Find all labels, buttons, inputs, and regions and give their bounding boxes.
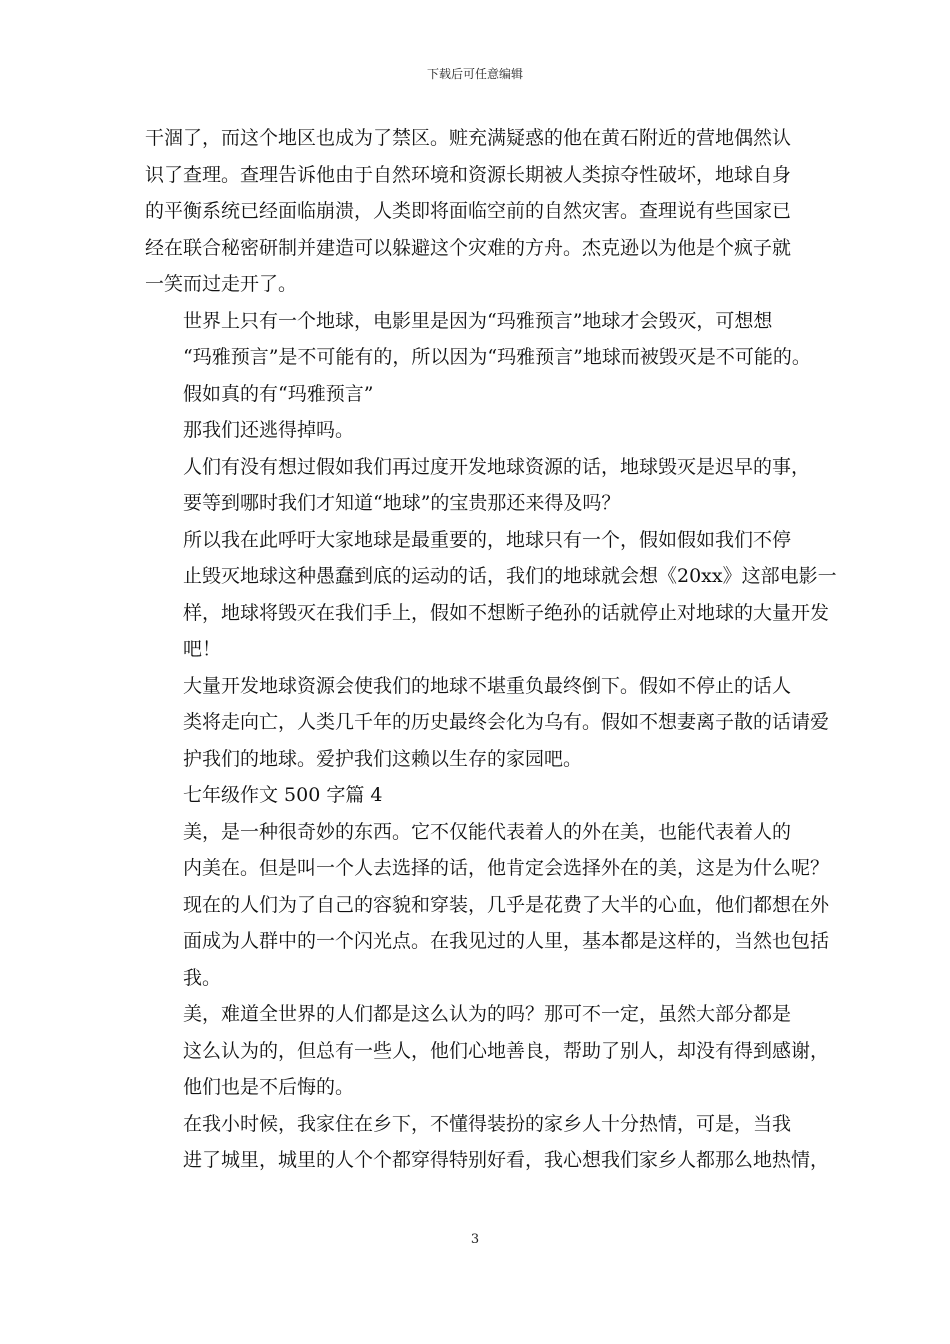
paragraph xyxy=(145,996,830,1106)
paragraph xyxy=(145,303,820,413)
text-line: 进了城里，城里的人个个都穿得特别好看，我心想我们家乡人都那么地热情， xyxy=(183,1149,830,1171)
text-line: 护我们的地球。爱护我们这赖以生存的家园吧。 xyxy=(183,747,583,770)
paragraph xyxy=(145,814,830,997)
text-line: 经在联合秘密研制并建造可以躲避这个灾难的方舟。杰克逊以为他是个疯子就 xyxy=(145,236,792,259)
paragraph xyxy=(145,120,820,303)
paragraph xyxy=(145,412,820,449)
text-line: 那我们还逃得掉吗。 xyxy=(183,419,355,441)
paragraph xyxy=(145,522,837,668)
text-line: 美，难道全世界的人们都是这么认为的吗？那可不一定，虽然大部分都是 xyxy=(183,1003,792,1025)
text-line: 现在的人们为了自己的容貌和穿装，几乎是花费了大半的心血，他们都想在外 xyxy=(183,893,830,916)
text-line: 假如真的有“玛雅预言” xyxy=(183,382,374,405)
text-line: 干涸了，而这个地区也成为了禁区。赃充满疑惑的他在黄石附近的营地偶然认 xyxy=(145,127,792,149)
text-line: 内美在。但是叫一个人去选择的话，他肯定会选择外在的美，这是为什么呢？ xyxy=(183,857,830,879)
paragraph xyxy=(145,668,830,778)
text-line: 要等到哪时我们才知道“地球”的宝贵那还来得及吗？ xyxy=(183,492,621,514)
document-body xyxy=(145,120,837,1179)
paragraph xyxy=(145,1106,830,1179)
text-line: 七年级作文 500 字篇 4 xyxy=(183,784,383,806)
text-line: 面成为人群中的一个闪光点。在我见过的人里，基本都是这样的，当然也包括 xyxy=(183,930,830,952)
text-line: 大量开发地球资源会使我们的地球不堪重负最终倒下。假如不停止的话人 xyxy=(183,674,792,697)
text-line: 所以我在此呼吁大家地球是最重要的，地球只有一个，假如假如我们不停 xyxy=(183,528,792,551)
paragraph xyxy=(145,449,820,522)
text-line: 美，是一种很奇妙的东西。它不仅能代表着人的外在美，也能代表着人的 xyxy=(183,820,792,843)
text-line: 类将走向亡，人类几千年的历史最终会化为乌有。假如不想妻离子散的话请爱 xyxy=(183,711,830,733)
text-line: 一笑而过走开了。 xyxy=(145,273,298,295)
text-line: 样，地球将毁灭在我们手上，假如不想断子绝孙的话就停止对地球的大量开发 xyxy=(183,601,830,624)
text-line: 人们有没有想过假如我们再过度开发地球资源的话，地球毁灭是迟早的事， xyxy=(183,455,811,478)
text-line: 我。 xyxy=(183,966,222,989)
text-line: 他们也是不后悔的。 xyxy=(183,1076,355,1098)
text-line: 止毁灭地球这种愚蠢到底的运动的话，我们的地球就会想《20xx》这部电影一 xyxy=(183,565,837,587)
text-line: 在我小时候，我家住在乡下，不懂得装扮的家乡人十分热情，可是，当我 xyxy=(183,1112,792,1135)
text-line: 这么认为的，但总有一些人，他们心地善良，帮助了别人，却没有得到感谢， xyxy=(183,1039,830,1062)
text-line: 的平衡系统已经面临崩溃，人类即将面临空前的自然灾害。查理说有些国家已 xyxy=(145,200,792,222)
text-line: 识了查理。查理告诉他由于自然环境和资源长期被人类掠夺性破坏，地球自身 xyxy=(145,163,792,186)
text-line: “玛雅预言”是不可能有的，所以因为“玛雅预言”地球而被毁灭是不可能的。 xyxy=(183,346,811,368)
page-number: 3 xyxy=(470,1232,480,1247)
paragraph xyxy=(145,777,820,814)
text-line: 世界上只有一个地球，电影里是因为“玛雅预言”地球才会毁灭，可想想 xyxy=(183,309,773,332)
page-header: 下载后可任意编辑 xyxy=(426,67,523,81)
text-line: 吧！ xyxy=(183,638,222,660)
